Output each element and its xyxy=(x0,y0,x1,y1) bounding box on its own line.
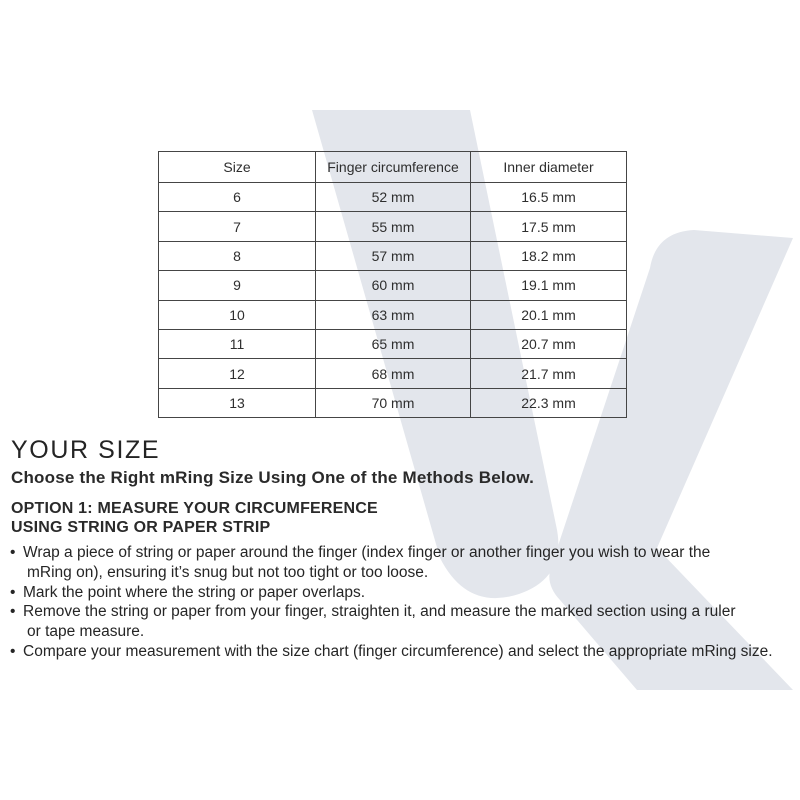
table-row xyxy=(159,271,627,300)
cell-diameter: 20.7 mm xyxy=(471,329,627,358)
cell-circumference: 63 mm xyxy=(316,300,471,329)
cell-diameter: 17.5 mm xyxy=(471,212,627,241)
cell-size: 10 xyxy=(159,300,316,329)
bullet-line: or tape measure. xyxy=(27,623,145,641)
table-row xyxy=(159,241,627,270)
list-item xyxy=(10,602,798,642)
bullet-icon: • xyxy=(10,642,16,660)
bullet-text xyxy=(23,642,798,662)
page-title: YOUR SIZE xyxy=(11,436,161,464)
cell-diameter: 21.7 mm xyxy=(471,359,627,388)
list-item xyxy=(10,642,798,662)
cell-circumference: 65 mm xyxy=(316,329,471,358)
bullet-text xyxy=(23,602,798,642)
bullet-icon: • xyxy=(10,603,16,621)
list-item xyxy=(10,543,798,583)
cell-circumference: 57 mm xyxy=(316,241,471,270)
table-row xyxy=(159,300,627,329)
bullet-line: Compare your measurement with the size chart (finger circumference) and select the appropriate mRing size. xyxy=(23,642,773,660)
cell-diameter: 18.2 mm xyxy=(471,241,627,270)
cell-diameter: 22.3 mm xyxy=(471,388,627,417)
column-header-inner-diameter: Inner diameter xyxy=(471,152,627,183)
bullet-line: Mark the point where the string or paper overlaps. xyxy=(23,583,366,601)
section-subtitle: Choose the Right mRing Size Using One of the Methods Below. xyxy=(11,468,535,487)
cell-size: 13 xyxy=(159,388,316,417)
bullet-line: mRing on), ensuring it’s snug but not too tight or too loose. xyxy=(27,563,429,581)
bullet-icon: • xyxy=(10,583,16,601)
bullet-line: Wrap a piece of string or paper around the finger (index finger or another finger you wish to wear the xyxy=(23,544,711,561)
cell-size: 12 xyxy=(159,359,316,388)
cell-size: 6 xyxy=(159,183,316,212)
table-header-row xyxy=(159,152,627,183)
cell-circumference: 55 mm xyxy=(316,212,471,241)
ring-size-table xyxy=(158,151,627,418)
column-header-size: Size xyxy=(159,152,316,183)
table-row xyxy=(159,212,627,241)
instruction-list xyxy=(10,543,798,662)
cell-size: 8 xyxy=(159,241,316,270)
list-item xyxy=(10,583,798,603)
cell-circumference: 70 mm xyxy=(316,388,471,417)
column-header-finger-circumference: Finger circumference xyxy=(316,152,471,183)
option1-heading-line1: OPTION 1: MEASURE YOUR CIRCUMFERENCE xyxy=(11,500,378,517)
table-row xyxy=(159,359,627,388)
cell-circumference: 68 mm xyxy=(316,359,471,388)
cell-size: 11 xyxy=(159,329,316,358)
table-row xyxy=(159,388,627,417)
bullet-text xyxy=(23,583,798,603)
table-row xyxy=(159,183,627,212)
cell-size: 7 xyxy=(159,212,316,241)
bullet-line: Remove the string or paper from your finger, straighten it, and measure the marked section using a ruler xyxy=(23,603,736,621)
cell-circumference: 52 mm xyxy=(316,183,471,212)
cell-diameter: 16.5 mm xyxy=(471,183,627,212)
option1-heading xyxy=(11,500,378,537)
bullet-icon: • xyxy=(10,544,16,561)
option1-heading-line2: USING STRING OR PAPER STRIP xyxy=(11,518,271,536)
cell-circumference: 60 mm xyxy=(316,271,471,300)
cell-size: 9 xyxy=(159,271,316,300)
bullet-text xyxy=(23,543,798,583)
table-row xyxy=(159,329,627,358)
cell-diameter: 19.1 mm xyxy=(471,271,627,300)
cell-diameter: 20.1 mm xyxy=(471,300,627,329)
